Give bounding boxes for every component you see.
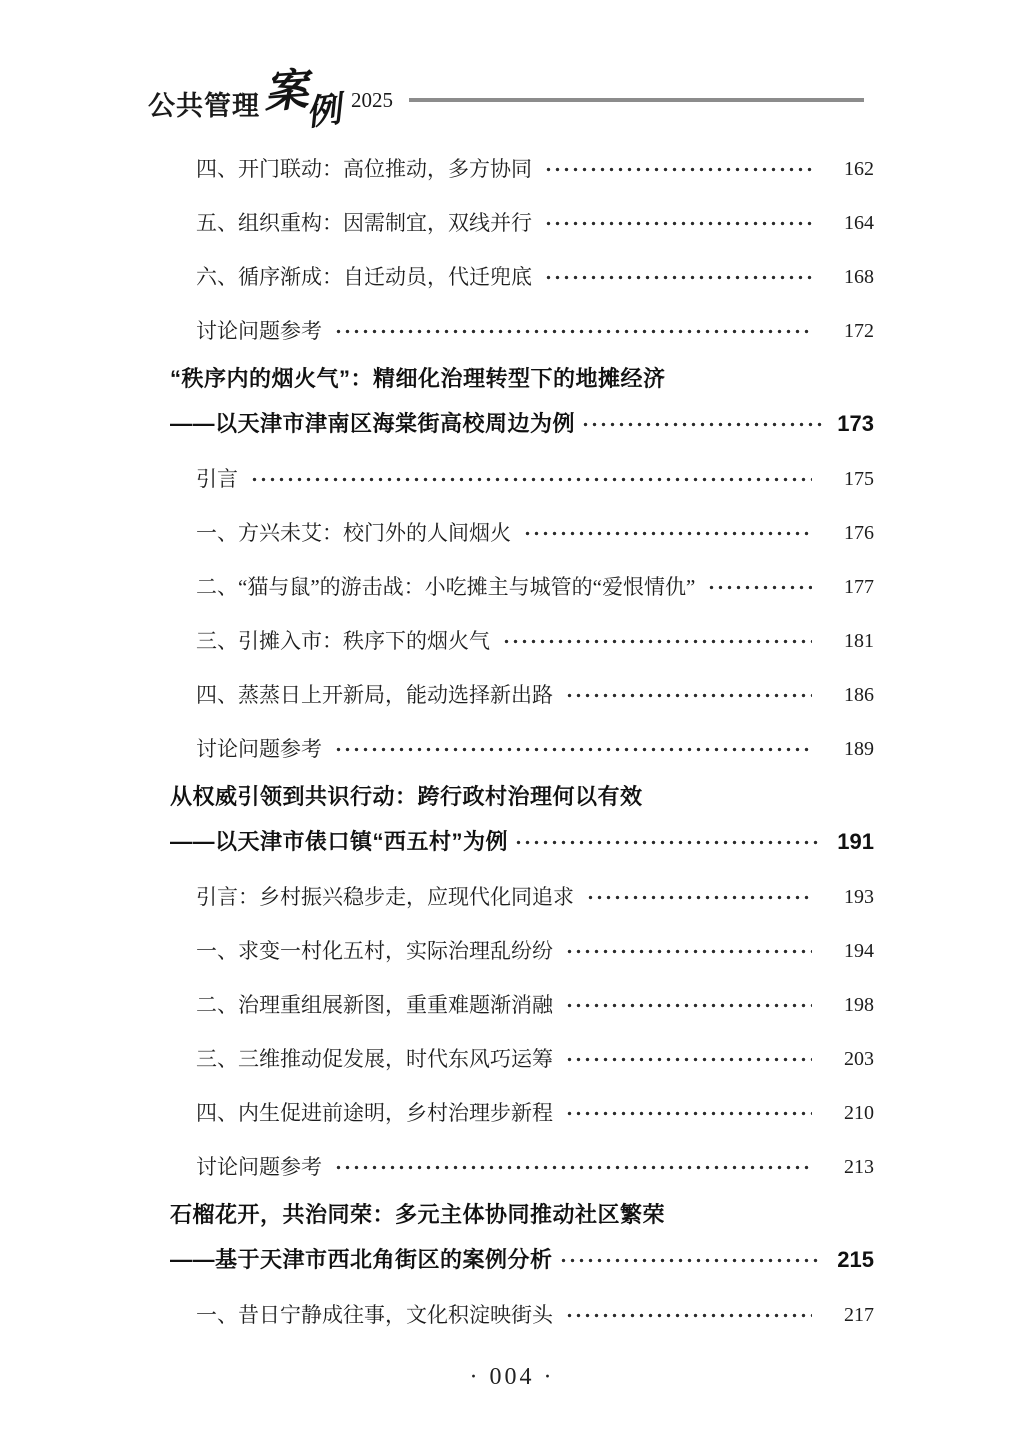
chapter-title-label: 从权威引领到共识行动：跨行政村治理何以有效 <box>170 784 643 809</box>
chapter-page: 173 <box>837 411 874 436</box>
dot-leader <box>565 1313 812 1318</box>
toc-entry-page: 164 <box>844 212 874 234</box>
dot-leader <box>565 1111 812 1116</box>
dot-leader <box>565 693 812 698</box>
toc-entry <box>170 682 874 708</box>
toc-entry-label: 一、求变一村化五村，实际治理乱纷纷 <box>196 939 553 963</box>
toc-entry-page: 210 <box>844 1102 874 1124</box>
toc-entry <box>170 628 874 654</box>
toc-entry <box>170 992 874 1018</box>
toc-entry <box>170 574 874 600</box>
dot-leader <box>586 895 812 900</box>
chapter-title-line1 <box>170 1202 874 1228</box>
dot-leader <box>334 747 812 752</box>
toc-entry-page: 168 <box>844 266 874 288</box>
brand-script-char-2: 例 <box>303 89 344 134</box>
dot-leader <box>250 477 812 482</box>
toc-entry-page: 175 <box>844 468 874 490</box>
chapter-subtitle-label: ——基于天津市西北角街区的案例分析 <box>170 1247 553 1272</box>
toc-entry-page: 186 <box>844 684 874 706</box>
toc-entry <box>170 1046 874 1072</box>
toc-entry <box>170 466 874 492</box>
table-of-contents <box>170 156 874 1328</box>
chapter-title-line2 <box>170 1247 874 1273</box>
toc-entry-label: 讨论问题参考 <box>196 1155 322 1179</box>
dot-leader <box>523 531 812 536</box>
toc-entry <box>170 264 874 290</box>
dot-leader <box>334 1165 812 1170</box>
dot-leader <box>514 840 822 845</box>
toc-entry-label: 四、蒸蒸日上开新局，能动选择新出路 <box>196 683 553 707</box>
toc-entry-page: 189 <box>844 738 874 760</box>
toc-entry <box>170 884 874 910</box>
toc-entry-label: 一、方兴未艾：校门外的人间烟火 <box>196 521 511 545</box>
chapter-title-label: “秩序内的烟火气”：精细化治理转型下的地摊经济 <box>170 366 666 391</box>
toc-entry-label: 引言：乡村振兴稳步走，应现代化同追求 <box>196 885 574 909</box>
dot-leader <box>565 1057 812 1062</box>
dot-leader <box>544 221 812 226</box>
toc-entry-page: 176 <box>844 522 874 544</box>
toc-entry-label: 五、组织重构：因需制宜，双线并行 <box>196 211 532 235</box>
dot-leader <box>544 167 812 172</box>
dot-leader <box>334 329 812 334</box>
toc-entry-page: 203 <box>844 1048 874 1070</box>
toc-entry-label: 六、循序渐成：自迁动员，代迁兜底 <box>196 265 532 289</box>
dot-leader <box>502 639 812 644</box>
toc-entry <box>170 736 874 762</box>
toc-entry-label: 一、昔日宁静成往事，文化积淀映街头 <box>196 1303 553 1327</box>
dot-leader <box>559 1258 822 1263</box>
toc-entry-page: 177 <box>844 576 874 598</box>
dot-leader <box>565 949 812 954</box>
toc-entry-label: 三、引摊入市：秩序下的烟火气 <box>196 629 490 653</box>
dot-leader <box>707 585 812 590</box>
header-rule <box>409 98 864 102</box>
toc-entry-page: 162 <box>844 158 874 180</box>
toc-entry-label: 引言 <box>196 467 238 491</box>
toc-entry-page: 194 <box>844 940 874 962</box>
dot-leader <box>544 275 812 280</box>
toc-entry-page: 213 <box>844 1156 874 1178</box>
chapter-title-line2 <box>170 411 874 437</box>
toc-entry-label: 四、开门联动：高位推动，多方协同 <box>196 157 532 181</box>
brand-title: 公共管理 <box>148 91 260 121</box>
toc-entry <box>170 1100 874 1126</box>
toc-entry <box>170 156 874 182</box>
toc-entry-page: 172 <box>844 320 874 342</box>
chapter-title-label: 石榴花开，共治同荣：多元主体协同推动社区繁荣 <box>170 1202 666 1227</box>
toc-entry-label: 二、“猫与鼠”的游击战：小吃摊主与城管的“爱恨情仇” <box>196 575 696 599</box>
dot-leader <box>581 422 822 427</box>
toc-entry <box>170 210 874 236</box>
chapter-page: 191 <box>837 829 874 854</box>
chapter-page: 215 <box>837 1247 874 1272</box>
chapter-title-line1 <box>170 366 874 392</box>
brand-year: 2025 <box>351 88 394 112</box>
dot-leader <box>565 1003 812 1008</box>
toc-entry-page: 198 <box>844 994 874 1016</box>
toc-entry-page: 181 <box>844 630 874 652</box>
toc-entry <box>170 938 874 964</box>
toc-entry-label: 三、三维推动促发展，时代东风巧运筹 <box>196 1047 553 1071</box>
toc-entry <box>170 1302 874 1328</box>
toc-entry <box>170 520 874 546</box>
brand-script-char-1: 案 <box>262 65 310 118</box>
page-number-footer: · 004 · <box>469 1364 555 1390</box>
toc-entry-label: 二、治理重组展新图，重重难题渐消融 <box>196 993 553 1017</box>
chapter-subtitle-label: ——以天津市津南区海棠街高校周边为例 <box>170 411 576 436</box>
toc-entry-page: 217 <box>844 1304 874 1326</box>
toc-entry <box>170 1154 874 1180</box>
chapter-title-line2 <box>170 829 874 855</box>
toc-entry-label: 讨论问题参考 <box>196 319 322 343</box>
toc-entry-label: 四、内生促进前途明，乡村治理步新程 <box>196 1101 553 1125</box>
chapter-subtitle-label: ——以天津市俵口镇“西五村”为例 <box>170 829 509 854</box>
page-header <box>148 65 864 134</box>
toc-entry-page: 193 <box>844 886 874 908</box>
chapter-title-line1 <box>170 784 874 810</box>
toc-entry <box>170 318 874 344</box>
toc-entry-label: 讨论问题参考 <box>196 737 322 761</box>
